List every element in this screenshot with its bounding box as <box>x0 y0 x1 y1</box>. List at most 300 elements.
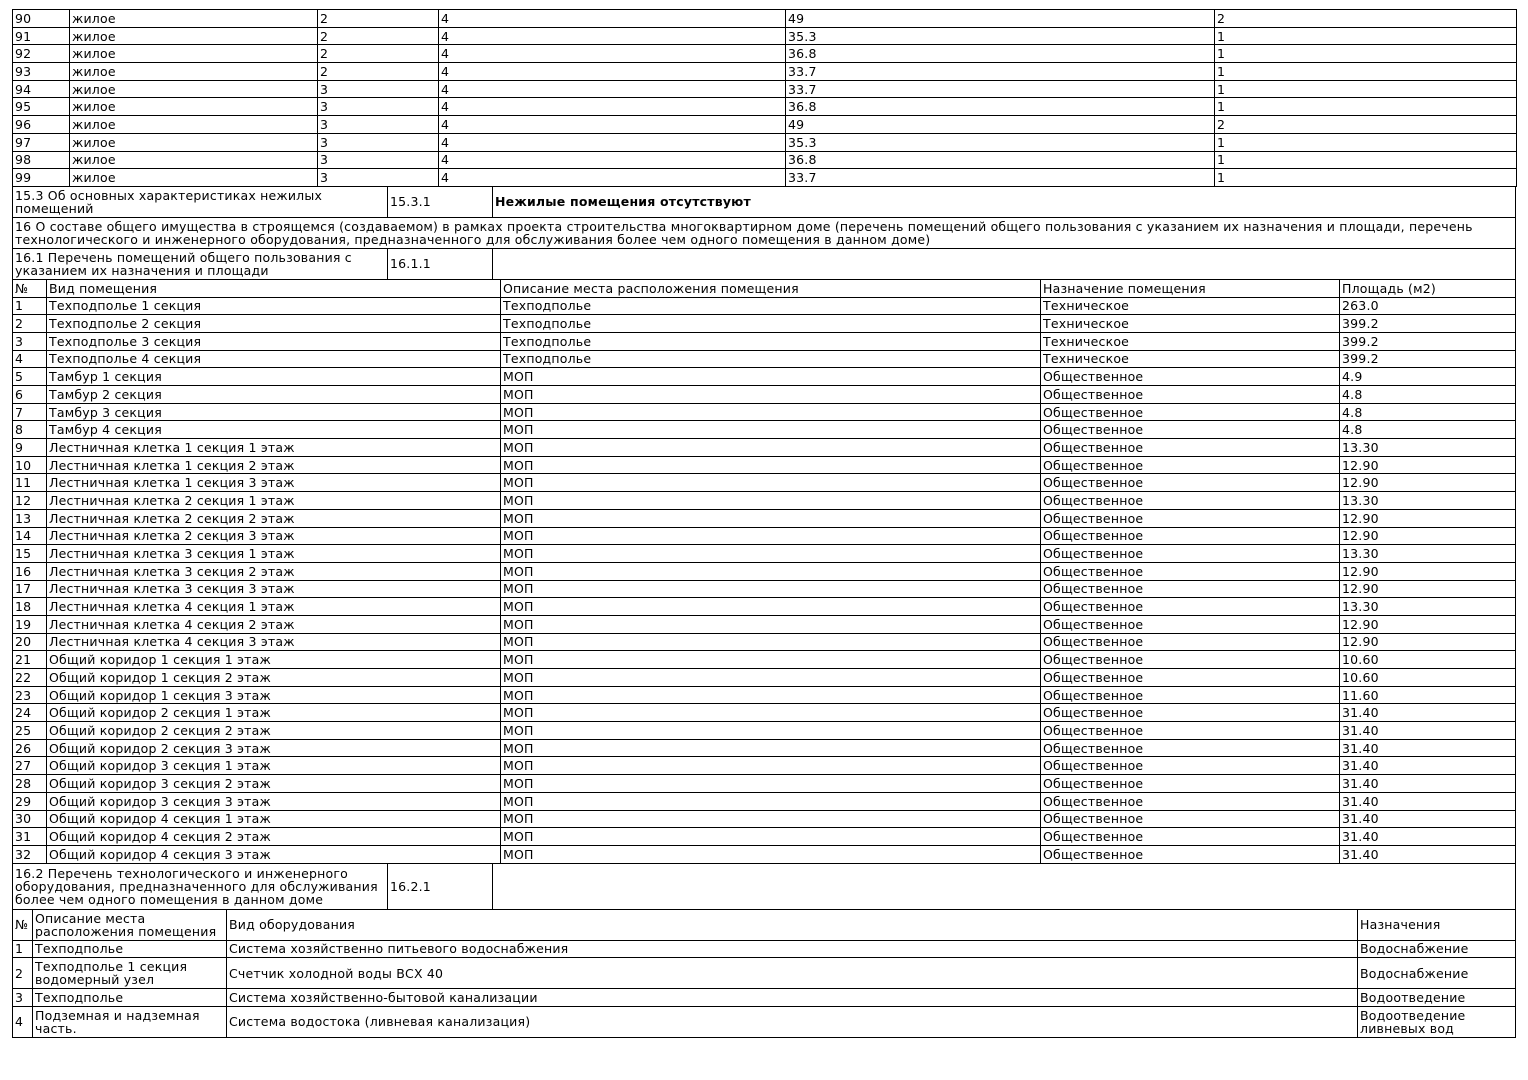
rooms-count: 1 <box>1215 80 1517 98</box>
section-16-2-label: 16.2 Перечень технологического и инженерного оборудования, предназначенного для обслуживания более чем одного помещения в данном доме <box>13 864 388 910</box>
room-purpose: Техническое <box>1041 297 1340 315</box>
room-type: Общий коридор 2 секция 3 этаж <box>47 739 501 757</box>
room-row <box>13 757 1516 775</box>
room-location: МОП <box>501 368 1041 386</box>
apartment-row <box>13 63 1517 81</box>
room-purpose: Общественное <box>1041 775 1340 793</box>
section-15-3-value: Нежилые помещения отсутствуют <box>493 187 1516 218</box>
room-area: 12.90 <box>1340 456 1516 474</box>
floor-number: 4 <box>439 169 786 187</box>
room-purpose: Общественное <box>1041 527 1340 545</box>
room-row <box>13 474 1516 492</box>
equipment-purpose: Водоотведение ливневых вод <box>1358 1006 1516 1037</box>
apartment-purpose: жилое <box>70 10 318 28</box>
room-number: 31 <box>13 828 47 846</box>
room-row <box>13 509 1516 527</box>
column-header: Описание места расположения помещения <box>501 280 1041 297</box>
apartment-purpose: жилое <box>70 169 318 187</box>
room-purpose: Общественное <box>1041 580 1340 598</box>
apartment-row <box>13 169 1517 187</box>
room-row <box>13 580 1516 598</box>
room-location: МОП <box>501 615 1041 633</box>
room-type: Лестничная клетка 4 секция 3 этаж <box>47 633 501 651</box>
room-location: МОП <box>501 633 1041 651</box>
room-number: 27 <box>13 757 47 775</box>
apartment-row <box>13 80 1517 98</box>
room-area: 10.60 <box>1340 651 1516 669</box>
area-value: 33.7 <box>786 80 1215 98</box>
equipment-table <box>12 910 1516 1038</box>
section-15-3 <box>12 187 1516 218</box>
rooms-header-row <box>13 280 1516 297</box>
room-purpose: Общественное <box>1041 386 1340 404</box>
column-header: Назначения <box>1358 910 1516 941</box>
room-row <box>13 456 1516 474</box>
room-purpose: Общественное <box>1041 810 1340 828</box>
room-type: Техподполье 2 секция <box>47 315 501 333</box>
column-header: Описание места расположения помещения <box>33 910 227 941</box>
room-number: 32 <box>13 845 47 863</box>
room-number: 4 <box>13 350 47 368</box>
room-type: Тамбур 1 секция <box>47 368 501 386</box>
section-16-1-label: 16.1 Перечень помещений общего пользования с указанием их назначения и площади <box>13 249 388 280</box>
apartment-row <box>13 151 1517 169</box>
area-value: 36.8 <box>786 45 1215 63</box>
room-location: МОП <box>501 775 1041 793</box>
equipment-row <box>13 1006 1516 1037</box>
room-location: Техподполье <box>501 315 1041 333</box>
room-location: МОП <box>501 757 1041 775</box>
room-area: 31.40 <box>1340 722 1516 740</box>
apartment-purpose: жилое <box>70 45 318 63</box>
room-area: 12.90 <box>1340 562 1516 580</box>
room-area: 13.30 <box>1340 492 1516 510</box>
room-type: Общий коридор 1 секция 2 этаж <box>47 669 501 687</box>
apartment-purpose: жилое <box>70 98 318 116</box>
room-location: МОП <box>501 669 1041 687</box>
room-location: МОП <box>501 545 1041 563</box>
equipment-number: 4 <box>13 1006 33 1037</box>
room-area: 31.40 <box>1340 739 1516 757</box>
room-area: 31.40 <box>1340 810 1516 828</box>
room-area: 12.90 <box>1340 580 1516 598</box>
section-number: 3 <box>318 151 439 169</box>
room-type: Тамбур 3 секция <box>47 403 501 421</box>
room-row <box>13 633 1516 651</box>
rooms-count: 1 <box>1215 151 1517 169</box>
room-row <box>13 315 1516 333</box>
apartment-number: 91 <box>13 27 70 45</box>
room-location: МОП <box>501 845 1041 863</box>
room-number: 28 <box>13 775 47 793</box>
room-location: Техподполье <box>501 297 1041 315</box>
apartment-row <box>13 10 1517 28</box>
apartment-number: 99 <box>13 169 70 187</box>
equipment-type: Система хозяйственно питьевого водоснабжения <box>227 940 1358 958</box>
floor-number: 4 <box>439 133 786 151</box>
room-type: Лестничная клетка 3 секция 2 этаж <box>47 562 501 580</box>
room-location: МОП <box>501 722 1041 740</box>
room-purpose: Общественное <box>1041 403 1340 421</box>
room-number: 23 <box>13 686 47 704</box>
room-row <box>13 439 1516 457</box>
room-row <box>13 545 1516 563</box>
room-row <box>13 562 1516 580</box>
section-number: 2 <box>318 10 439 28</box>
room-row <box>13 332 1516 350</box>
room-type: Тамбур 2 секция <box>47 386 501 404</box>
apartment-purpose: жилое <box>70 151 318 169</box>
section-number: 2 <box>318 27 439 45</box>
room-number: 10 <box>13 456 47 474</box>
equipment-row <box>13 958 1516 989</box>
equipment-purpose: Водоотведение <box>1358 989 1516 1007</box>
room-location: МОП <box>501 828 1041 846</box>
equipment-purpose: Водоснабжение <box>1358 940 1516 958</box>
common-rooms-table <box>12 280 1516 864</box>
room-number: 15 <box>13 545 47 563</box>
apartment-purpose: жилое <box>70 27 318 45</box>
room-type: Общий коридор 4 секция 2 этаж <box>47 828 501 846</box>
column-header: Площадь (м2) <box>1340 280 1516 297</box>
room-number: 14 <box>13 527 47 545</box>
apartment-number: 98 <box>13 151 70 169</box>
room-number: 29 <box>13 792 47 810</box>
room-type: Лестничная клетка 2 секция 2 этаж <box>47 509 501 527</box>
rooms-count: 1 <box>1215 63 1517 81</box>
room-area: 399.2 <box>1340 350 1516 368</box>
apartment-number: 96 <box>13 116 70 134</box>
section-number: 3 <box>318 116 439 134</box>
room-type: Лестничная клетка 1 секция 2 этаж <box>47 456 501 474</box>
apartments-table <box>12 9 1517 187</box>
room-purpose: Техническое <box>1041 332 1340 350</box>
room-area: 263.0 <box>1340 297 1516 315</box>
apartment-row <box>13 27 1517 45</box>
room-number: 2 <box>13 315 47 333</box>
room-row <box>13 810 1516 828</box>
room-type: Лестничная клетка 1 секция 1 этаж <box>47 439 501 457</box>
equipment-header-row <box>13 910 1516 941</box>
room-purpose: Общественное <box>1041 633 1340 651</box>
room-location: МОП <box>501 792 1041 810</box>
room-number: 22 <box>13 669 47 687</box>
area-value: 35.3 <box>786 133 1215 151</box>
area-value: 36.8 <box>786 98 1215 116</box>
room-purpose: Общественное <box>1041 456 1340 474</box>
section-16-2-code: 16.2.1 <box>388 864 493 910</box>
section-15-3-code: 15.3.1 <box>388 187 493 218</box>
room-row <box>13 739 1516 757</box>
room-location: Техподполье <box>501 332 1041 350</box>
equipment-number: 1 <box>13 940 33 958</box>
room-row <box>13 704 1516 722</box>
room-area: 4.8 <box>1340 421 1516 439</box>
room-location: МОП <box>501 403 1041 421</box>
room-purpose: Общественное <box>1041 792 1340 810</box>
room-type: Общий коридор 2 секция 2 этаж <box>47 722 501 740</box>
room-row <box>13 527 1516 545</box>
room-number: 24 <box>13 704 47 722</box>
room-row <box>13 845 1516 863</box>
room-row <box>13 775 1516 793</box>
room-number: 8 <box>13 421 47 439</box>
room-purpose: Общественное <box>1041 492 1340 510</box>
room-type: Лестничная клетка 1 секция 3 этаж <box>47 474 501 492</box>
room-number: 21 <box>13 651 47 669</box>
room-location: МОП <box>501 580 1041 598</box>
room-area: 11.60 <box>1340 686 1516 704</box>
section-number: 2 <box>318 63 439 81</box>
room-location: МОП <box>501 562 1041 580</box>
rooms-count: 1 <box>1215 45 1517 63</box>
room-purpose: Техническое <box>1041 315 1340 333</box>
room-number: 30 <box>13 810 47 828</box>
section-16-1-code: 16.1.1 <box>388 249 493 280</box>
room-type: Общий коридор 4 секция 3 этаж <box>47 845 501 863</box>
room-number: 6 <box>13 386 47 404</box>
room-number: 12 <box>13 492 47 510</box>
room-number: 5 <box>13 368 47 386</box>
floor-number: 4 <box>439 80 786 98</box>
room-type: Общий коридор 3 секция 1 этаж <box>47 757 501 775</box>
room-purpose: Общественное <box>1041 368 1340 386</box>
room-number: 9 <box>13 439 47 457</box>
room-row <box>13 669 1516 687</box>
room-row <box>13 403 1516 421</box>
room-area: 399.2 <box>1340 332 1516 350</box>
column-header: № <box>13 280 47 297</box>
room-type: Техподполье 4 секция <box>47 350 501 368</box>
apartment-purpose: жилое <box>70 116 318 134</box>
rooms-count: 1 <box>1215 27 1517 45</box>
floor-number: 4 <box>439 98 786 116</box>
rooms-count: 1 <box>1215 98 1517 116</box>
equipment-row <box>13 989 1516 1007</box>
section-16 <box>12 218 1516 249</box>
room-location: МОП <box>501 386 1041 404</box>
room-area: 31.40 <box>1340 757 1516 775</box>
room-purpose: Общественное <box>1041 474 1340 492</box>
column-header: Вид оборудования <box>227 910 1358 941</box>
area-value: 33.7 <box>786 63 1215 81</box>
apartment-purpose: жилое <box>70 80 318 98</box>
floor-number: 4 <box>439 27 786 45</box>
apartment-row <box>13 98 1517 116</box>
room-type: Общий коридор 2 секция 1 этаж <box>47 704 501 722</box>
room-purpose: Общественное <box>1041 828 1340 846</box>
area-value: 36.8 <box>786 151 1215 169</box>
section-16-heading: 16 О составе общего имущества в строящемся (создаваемом) в рамках проекта строительства многоквартирном доме (перечень помещений общего пользования с указанием их назначения и площади, перечень технологического и инженерного оборудования, предназначенного для обслуживания более чем одного помещения в данном доме) <box>13 218 1516 249</box>
room-purpose: Общественное <box>1041 757 1340 775</box>
room-area: 12.90 <box>1340 633 1516 651</box>
equipment-location: Подземная и надземная часть. <box>33 1006 227 1037</box>
room-area: 31.40 <box>1340 775 1516 793</box>
room-purpose: Общественное <box>1041 651 1340 669</box>
room-location: МОП <box>501 810 1041 828</box>
room-row <box>13 651 1516 669</box>
section-number: 3 <box>318 133 439 151</box>
floor-number: 4 <box>439 45 786 63</box>
equipment-row <box>13 940 1516 958</box>
room-location: МОП <box>501 509 1041 527</box>
rooms-count: 2 <box>1215 116 1517 134</box>
room-location: МОП <box>501 492 1041 510</box>
section-number: 3 <box>318 98 439 116</box>
equipment-type: Система хозяйственно-бытовой канализации <box>227 989 1358 1007</box>
room-area: 10.60 <box>1340 669 1516 687</box>
room-row <box>13 615 1516 633</box>
room-location: МОП <box>501 739 1041 757</box>
room-number: 19 <box>13 615 47 633</box>
room-number: 13 <box>13 509 47 527</box>
floor-number: 4 <box>439 116 786 134</box>
apartment-number: 90 <box>13 10 70 28</box>
room-number: 17 <box>13 580 47 598</box>
room-purpose: Общественное <box>1041 545 1340 563</box>
section-number: 3 <box>318 169 439 187</box>
area-value: 49 <box>786 116 1215 134</box>
room-number: 3 <box>13 332 47 350</box>
floor-number: 4 <box>439 151 786 169</box>
room-number: 25 <box>13 722 47 740</box>
room-type: Лестничная клетка 2 секция 3 этаж <box>47 527 501 545</box>
room-type: Лестничная клетка 2 секция 1 этаж <box>47 492 501 510</box>
column-header: № <box>13 910 33 941</box>
room-number: 18 <box>13 598 47 616</box>
rooms-count: 2 <box>1215 10 1517 28</box>
room-purpose: Техническое <box>1041 350 1340 368</box>
room-type: Общий коридор 3 секция 3 этаж <box>47 792 501 810</box>
room-location: МОП <box>501 704 1041 722</box>
floor-number: 4 <box>439 10 786 28</box>
apartment-row <box>13 116 1517 134</box>
room-purpose: Общественное <box>1041 509 1340 527</box>
floor-number: 4 <box>439 63 786 81</box>
equipment-purpose: Водоснабжение <box>1358 958 1516 989</box>
room-row <box>13 792 1516 810</box>
room-row <box>13 828 1516 846</box>
room-location: МОП <box>501 651 1041 669</box>
apartment-number: 94 <box>13 80 70 98</box>
section-number: 2 <box>318 45 439 63</box>
section-15-3-label: 15.3 Об основных характеристиках нежилых помещений <box>13 187 388 218</box>
room-purpose: Общественное <box>1041 598 1340 616</box>
room-row <box>13 686 1516 704</box>
room-purpose: Общественное <box>1041 739 1340 757</box>
room-type: Общий коридор 1 секция 1 этаж <box>47 651 501 669</box>
apartment-number: 97 <box>13 133 70 151</box>
room-area: 12.90 <box>1340 527 1516 545</box>
room-area: 4.9 <box>1340 368 1516 386</box>
apartment-number: 95 <box>13 98 70 116</box>
equipment-number: 3 <box>13 989 33 1007</box>
room-location: Техподполье <box>501 350 1041 368</box>
apartment-row <box>13 133 1517 151</box>
apartment-purpose: жилое <box>70 133 318 151</box>
room-row <box>13 350 1516 368</box>
equipment-location: Техподполье 1 секция водомерный узел <box>33 958 227 989</box>
room-number: 11 <box>13 474 47 492</box>
equipment-number: 2 <box>13 958 33 989</box>
equipment-location: Техподполье <box>33 989 227 1007</box>
section-16-1 <box>12 249 1516 280</box>
room-purpose: Общественное <box>1041 845 1340 863</box>
apartment-number: 93 <box>13 63 70 81</box>
declaration-sheet <box>12 9 1516 1038</box>
room-area: 13.30 <box>1340 439 1516 457</box>
room-type: Тамбур 4 секция <box>47 421 501 439</box>
room-area: 31.40 <box>1340 704 1516 722</box>
room-location: МОП <box>501 456 1041 474</box>
apartment-row <box>13 45 1517 63</box>
room-number: 16 <box>13 562 47 580</box>
area-value: 49 <box>786 10 1215 28</box>
room-type: Техподполье 1 секция <box>47 297 501 315</box>
room-area: 31.40 <box>1340 792 1516 810</box>
room-location: МОП <box>501 527 1041 545</box>
room-area: 13.30 <box>1340 545 1516 563</box>
room-number: 26 <box>13 739 47 757</box>
equipment-type: Система водостока (ливневая канализация) <box>227 1006 1358 1037</box>
room-number: 7 <box>13 403 47 421</box>
room-row <box>13 492 1516 510</box>
room-number: 1 <box>13 297 47 315</box>
section-16-2 <box>12 864 1516 910</box>
section-number: 3 <box>318 80 439 98</box>
room-location: МОП <box>501 686 1041 704</box>
room-area: 12.90 <box>1340 615 1516 633</box>
room-purpose: Общественное <box>1041 615 1340 633</box>
room-purpose: Общественное <box>1041 686 1340 704</box>
room-purpose: Общественное <box>1041 669 1340 687</box>
room-location: МОП <box>501 439 1041 457</box>
room-row <box>13 722 1516 740</box>
room-purpose: Общественное <box>1041 439 1340 457</box>
area-value: 33.7 <box>786 169 1215 187</box>
room-row <box>13 368 1516 386</box>
room-location: МОП <box>501 474 1041 492</box>
room-type: Техподполье 3 секция <box>47 332 501 350</box>
room-purpose: Общественное <box>1041 421 1340 439</box>
room-number: 20 <box>13 633 47 651</box>
room-type: Лестничная клетка 4 секция 1 этаж <box>47 598 501 616</box>
room-row <box>13 297 1516 315</box>
room-location: МОП <box>501 421 1041 439</box>
room-type: Лестничная клетка 3 секция 1 этаж <box>47 545 501 563</box>
room-area: 31.40 <box>1340 845 1516 863</box>
room-purpose: Общественное <box>1041 562 1340 580</box>
room-area: 399.2 <box>1340 315 1516 333</box>
room-type: Лестничная клетка 3 секция 3 этаж <box>47 580 501 598</box>
room-row <box>13 386 1516 404</box>
room-row <box>13 598 1516 616</box>
room-row <box>13 421 1516 439</box>
rooms-count: 1 <box>1215 133 1517 151</box>
room-area: 12.90 <box>1340 474 1516 492</box>
room-area: 13.30 <box>1340 598 1516 616</box>
equipment-type: Счетчик холодной воды ВСХ 40 <box>227 958 1358 989</box>
apartment-purpose: жилое <box>70 63 318 81</box>
room-type: Общий коридор 4 секция 1 этаж <box>47 810 501 828</box>
room-purpose: Общественное <box>1041 722 1340 740</box>
room-location: МОП <box>501 598 1041 616</box>
room-type: Лестничная клетка 4 секция 2 этаж <box>47 615 501 633</box>
equipment-location: Техподполье <box>33 940 227 958</box>
room-area: 12.90 <box>1340 509 1516 527</box>
area-value: 35.3 <box>786 27 1215 45</box>
section-16-2-value <box>493 864 1516 910</box>
